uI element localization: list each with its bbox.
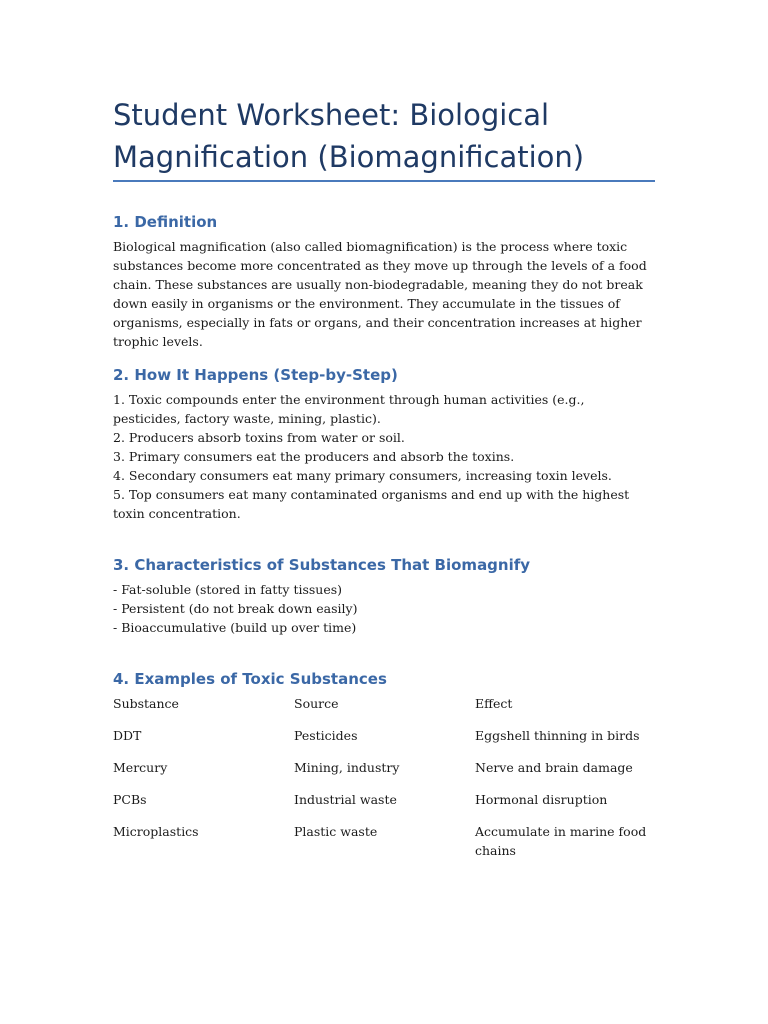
section-heading-definition: 1. Definition: [113, 213, 218, 231]
title-divider: [113, 180, 655, 182]
page-title: Student Worksheet: Biological Magnification (Biomagnification): [113, 98, 585, 174]
step-item: 4. Secondary consumers eat many primary consumers, increasing toxin levels.: [113, 468, 612, 483]
characteristic-item: - Fat-soluble (stored in fatty tissues): [113, 582, 343, 597]
table-header-cell: Effect: [475, 696, 513, 711]
section-definition: [113, 212, 655, 351]
step-item: 5. Top consumers eat many contaminated organisms and end up with the highest toxin concentration.: [113, 487, 630, 521]
table-cell: Hormonal disruption: [475, 792, 608, 807]
section-heading-examples: 4. Examples of Toxic Substances: [113, 670, 387, 688]
table-cell: Microplastics: [113, 824, 199, 839]
step-item: 3. Primary consumers eat the producers and absorb the toxins.: [113, 449, 515, 464]
definition-text: Biological magnification (also called biomagnification) is the process where toxic substances become more concentrated as they move up through the levels of a food chain. These substances are usually non-biodegradable, meaning they do not break down easily in organisms or the environment. They accumulate in the tissues of organisms, especially in fats or organs, and their concentration increases at higher trophic levels.: [113, 239, 647, 349]
table-cell: Pesticides: [294, 728, 358, 743]
table-cell: Nerve and brain damage: [475, 760, 633, 775]
table-cell: Accumulate in marine food chains: [475, 824, 647, 858]
section-examples: [113, 669, 655, 873]
section-how-it-happens: [113, 365, 655, 523]
table-cell: PCBs: [113, 792, 147, 807]
section-heading-how: 2. How It Happens (Step-by-Step): [113, 366, 398, 384]
examples-table: [113, 694, 655, 873]
section-characteristics: [113, 555, 655, 637]
step-item: 2. Producers absorb toxins from water or soil.: [113, 430, 405, 445]
table-cell: DDT: [113, 728, 142, 743]
table-cell: Mercury: [113, 760, 168, 775]
table-cell: Mining, industry: [294, 760, 400, 775]
table-cell: Eggshell thinning in birds: [475, 728, 640, 743]
table-cell: Plastic waste: [294, 824, 378, 839]
table-header-cell: Source: [294, 696, 339, 711]
step-item: 1. Toxic compounds enter the environment through human activities (e.g., pesticides, factory waste, mining, plastic).: [113, 392, 585, 426]
characteristic-item: - Persistent (do not break down easily): [113, 601, 358, 616]
characteristic-item: - Bioaccumulative (build up over time): [113, 620, 357, 635]
table-cell: Industrial waste: [294, 792, 397, 807]
table-header-cell: Substance: [113, 696, 179, 711]
section-heading-characteristics: 3. Characteristics of Substances That Biomagnify: [113, 556, 531, 574]
